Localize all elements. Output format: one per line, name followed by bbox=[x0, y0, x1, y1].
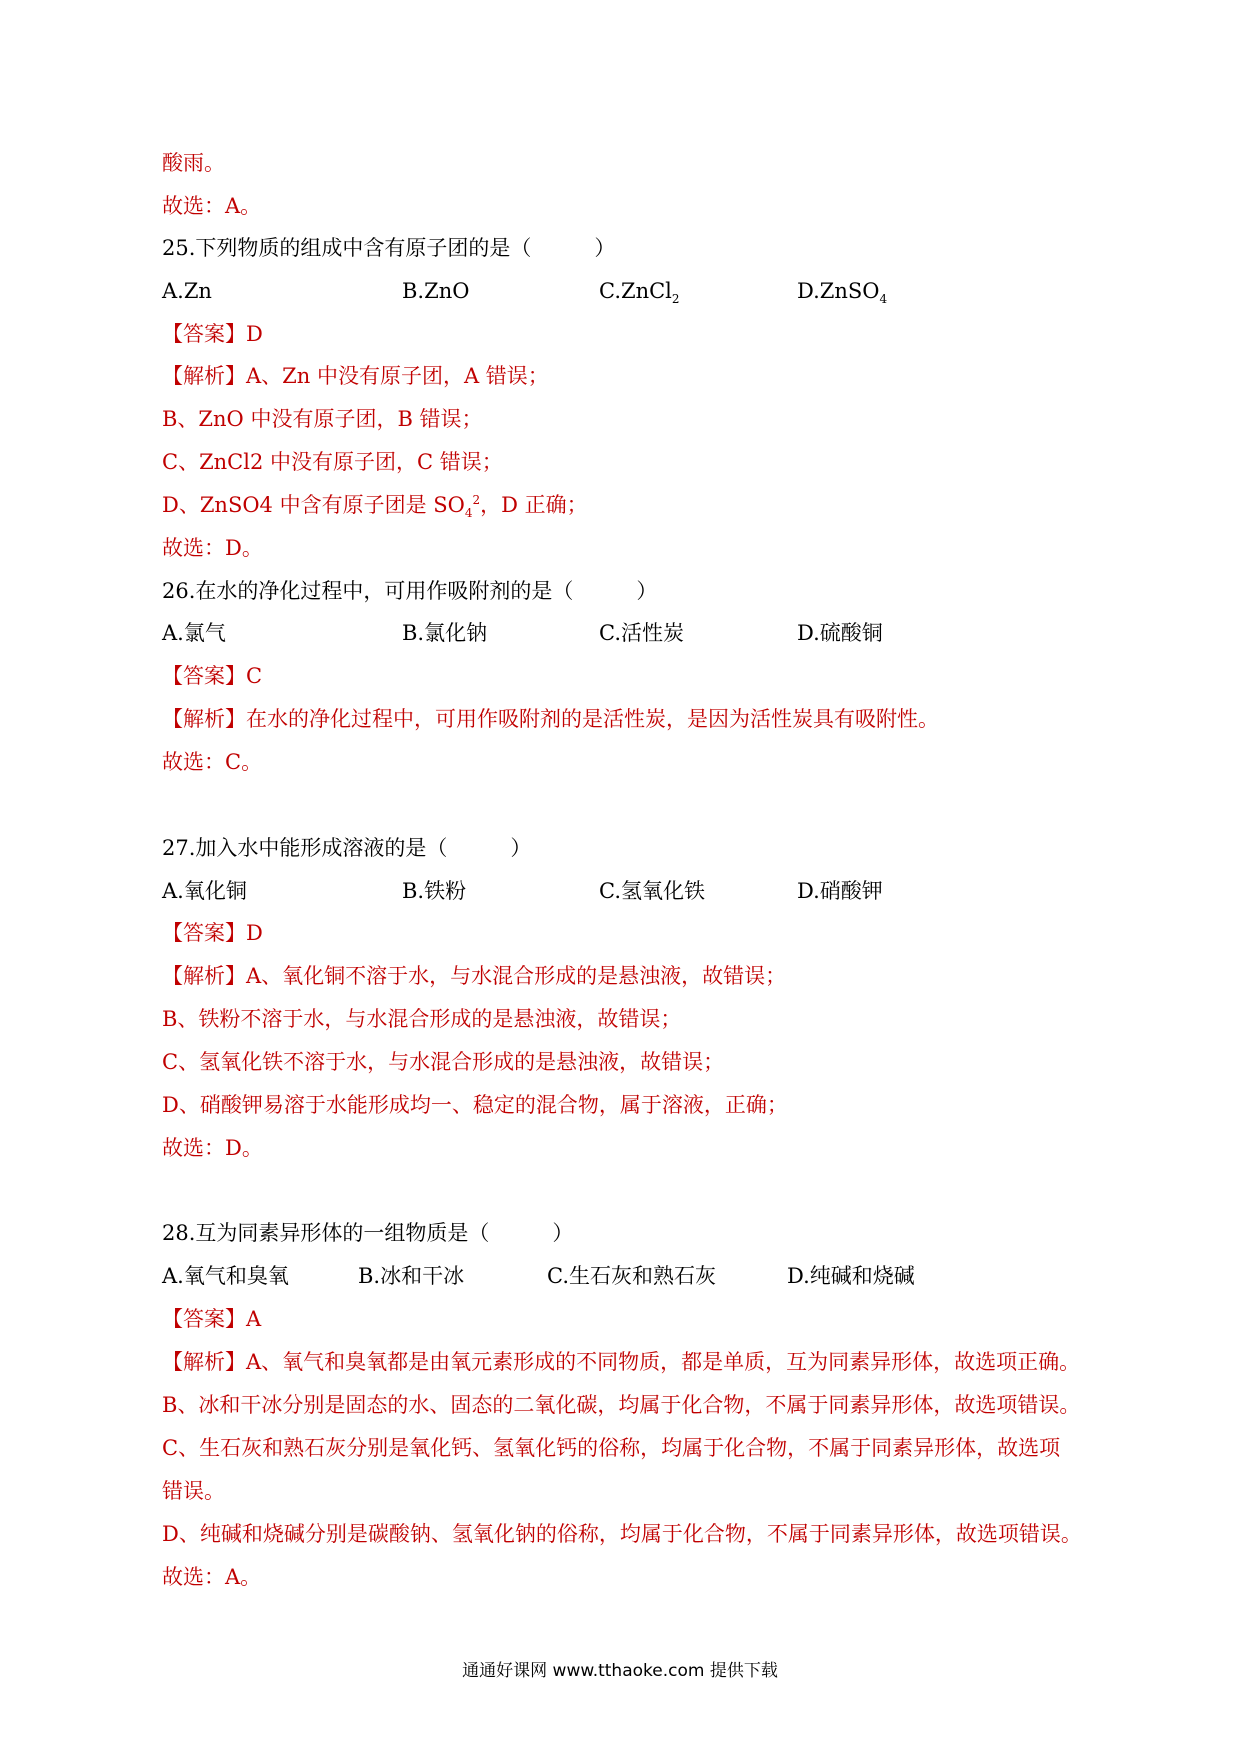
q27-option-c: C.氢氧化铁 bbox=[599, 879, 705, 903]
q25-option-d: D.ZnSO$_4$ bbox=[797, 279, 888, 307]
q28-option-c: C.生石灰和熟石灰 bbox=[547, 1264, 716, 1288]
q27-analysis-line: D、硝酸钾易溶于水能形成均一、稳定的混合物，属于溶液，正确； bbox=[162, 1093, 788, 1117]
q26-answer: 【答案】C bbox=[162, 664, 263, 688]
q25-analysis-line: C、ZnCl2 中没有原子团，C 错误； bbox=[162, 450, 503, 474]
q26-choice: 故选：C。 bbox=[162, 750, 263, 774]
q25-analysis-line: B、ZnO 中没有原子团，B 错误； bbox=[162, 407, 483, 431]
q26-analysis-line: 【解析】在水的净化过程中，可用作吸附剂的是活性炭，是因为活性炭具有吸附性。 bbox=[162, 707, 939, 731]
q26-option-b: B.氯化钠 bbox=[402, 621, 488, 645]
q28-option-d: D.纯碱和烧碱 bbox=[787, 1264, 915, 1288]
q28-analysis-line: D、纯碱和烧碱分别是碳酸钠、氢氧化钠的俗称，均属于化合物，不属于同素异形体，故选项错误。 bbox=[162, 1522, 1082, 1546]
q27-analysis-line: 【解析】A、氧化铜不溶于水，与水混合形成的是悬浊液，故错误； bbox=[162, 964, 787, 988]
q28-option-a: A.氧气和臭氧 bbox=[162, 1264, 289, 1288]
q25-option-c: C.ZnCl$_2$ bbox=[599, 279, 680, 307]
q27-option-b: B.铁粉 bbox=[402, 879, 467, 903]
q25-option-b: B.ZnO bbox=[402, 279, 470, 303]
q27-option-a: A.氧化铜 bbox=[162, 879, 247, 903]
q25-option-a: A.Zn bbox=[162, 279, 212, 303]
q25-answer: 【答案】D bbox=[162, 322, 263, 346]
prev-analysis-tail: 酸雨。 bbox=[162, 151, 225, 175]
page-footer: 通通好课网 www.tthaoke.com 提供下载 bbox=[462, 1661, 778, 1681]
q27-analysis-line: B、铁粉不溶于水，与水混合形成的是悬浊液，故错误； bbox=[162, 1007, 682, 1031]
q28-analysis-line: B、冰和干冰分别是固态的水、固态的二氧化碳，均属于化合物，不属于同素异形体，故选项错误。 bbox=[162, 1393, 1081, 1417]
q26-option-c: C.活性炭 bbox=[599, 621, 684, 645]
q28-stem: 28.互为同素异形体的一组物质是（ ） bbox=[162, 1221, 574, 1245]
q28-analysis-line: 【解析】A、氧气和臭氧都是由氧元素形成的不同物质，都是单质，互为同素异形体，故选项正确。 bbox=[162, 1350, 1081, 1374]
q25-stem: 25.下列物质的组成中含有原子团的是（ ） bbox=[162, 236, 616, 260]
q25-analysis-line: 【解析】A、Zn 中没有原子团，A 错误； bbox=[162, 364, 549, 388]
q27-answer: 【答案】D bbox=[162, 921, 263, 945]
q25-analysis-line-d: D、ZnSO4 中含有原子团是 $SO_4^2$，D 正确； bbox=[162, 493, 588, 521]
q28-choice: 故选：A。 bbox=[162, 1565, 262, 1589]
q28-answer: 【答案】A bbox=[162, 1307, 262, 1331]
q26-stem: 26.在水的净化过程中，可用作吸附剂的是（ ） bbox=[162, 579, 658, 603]
prev-choice: 故选：A。 bbox=[162, 194, 262, 218]
q27-option-d: D.硝酸钾 bbox=[797, 879, 883, 903]
q27-analysis-line: C、氢氧化铁不溶于水，与水混合形成的是悬浊液，故错误； bbox=[162, 1050, 725, 1074]
q28-option-b: B.冰和干冰 bbox=[358, 1264, 465, 1288]
q26-option-a: A.氯气 bbox=[162, 621, 226, 645]
q26-option-d: D.硫酸铜 bbox=[797, 621, 883, 645]
q27-choice: 故选：D。 bbox=[162, 1136, 263, 1160]
q28-analysis-line: C、生石灰和熟石灰分别是氧化钙、氢氧化钙的俗称，均属于化合物，不属于同素异形体，故选项 bbox=[162, 1436, 1061, 1460]
q27-stem: 27.加入水中能形成溶液的是（ ） bbox=[162, 836, 532, 860]
q28-analysis-line: 错误。 bbox=[162, 1479, 225, 1503]
q25-choice: 故选：D。 bbox=[162, 536, 263, 560]
